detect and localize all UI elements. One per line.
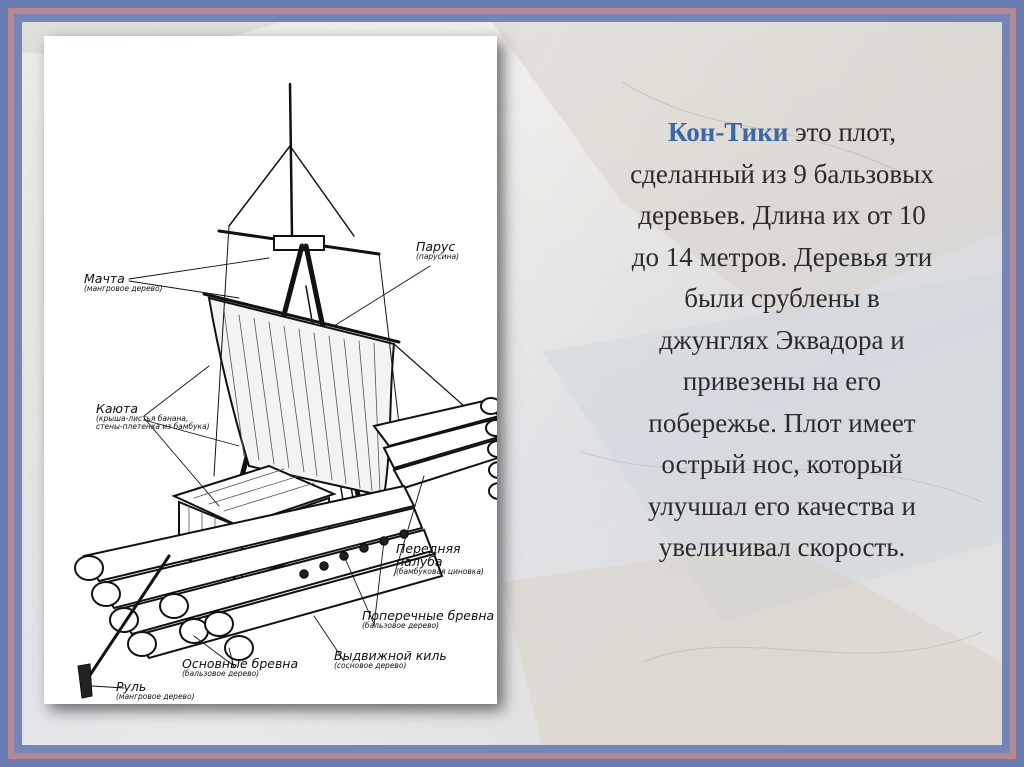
description-line-5: были срублены в bbox=[684, 283, 880, 313]
label-cross-logs-note: (бальзовое дерево) bbox=[362, 621, 440, 631]
label-cross-logs bbox=[362, 609, 494, 630]
description-line-2: сделанный из 9 бальзовых bbox=[630, 158, 934, 189]
description-line-4: до 14 метров. Деревья эти bbox=[631, 241, 933, 272]
description-line-6: джунглях Эквадора и bbox=[659, 324, 905, 355]
label-keel bbox=[334, 649, 447, 670]
label-front-deck-title-2: палуба bbox=[396, 554, 443, 570]
label-mast-note: (мангровое дерево) bbox=[84, 284, 163, 294]
description-line-7: привезены на его bbox=[682, 366, 882, 396]
label-rudder-note: (мангровое дерево) bbox=[116, 692, 195, 702]
label-front-deck-title-1: Передняя bbox=[396, 541, 461, 556]
description-line-1 bbox=[562, 112, 1002, 154]
label-main-logs-title: Основные бревна bbox=[182, 656, 299, 671]
label-front-deck-note: (бамбуковая циновка) bbox=[396, 567, 484, 577]
description-line-9: острый нос, который bbox=[661, 449, 903, 479]
label-sail bbox=[416, 240, 459, 261]
label-sail-title: Парус bbox=[416, 239, 456, 254]
label-mast-title: Мачта bbox=[84, 271, 125, 286]
label-keel-note: (сосновое дерево) bbox=[334, 661, 407, 671]
label-sail-note: (парусина) bbox=[416, 252, 460, 262]
kon-tiki-raft-illustration bbox=[44, 36, 497, 704]
label-keel-title: Выдвижной киль bbox=[334, 648, 447, 663]
description-line-1-rest: это плот, bbox=[788, 117, 896, 147]
label-cabin-note-1: (крыша-листья банана, bbox=[96, 414, 189, 424]
kon-tiki-title: Кон-Тики bbox=[668, 117, 789, 147]
label-main-logs-note: (бальзовое дерево) bbox=[182, 669, 260, 679]
description-line-8: побережье. Плот имеет bbox=[648, 407, 916, 438]
label-front-deck bbox=[396, 542, 484, 576]
description-line-3: деревьев. Длина их от 10 bbox=[638, 200, 926, 230]
description-line-11: увеличивал скорость. bbox=[658, 532, 906, 562]
raft-diagram-card bbox=[44, 36, 497, 704]
label-rudder-title: Руль bbox=[116, 679, 147, 694]
label-cabin-note-2: стены-плетенка из бамбука) bbox=[96, 422, 210, 431]
label-cabin-title: Каюта bbox=[96, 401, 138, 416]
label-cabin bbox=[96, 402, 210, 431]
label-cross-logs-title: Поперечные бревна bbox=[362, 608, 495, 623]
description-line-10: улучшал его качества и bbox=[648, 490, 916, 521]
label-main-logs bbox=[182, 657, 298, 678]
label-rudder bbox=[116, 680, 195, 701]
label-mast bbox=[84, 272, 163, 293]
kon-tiki-description bbox=[562, 112, 1002, 569]
slide-canvas bbox=[22, 22, 1002, 745]
